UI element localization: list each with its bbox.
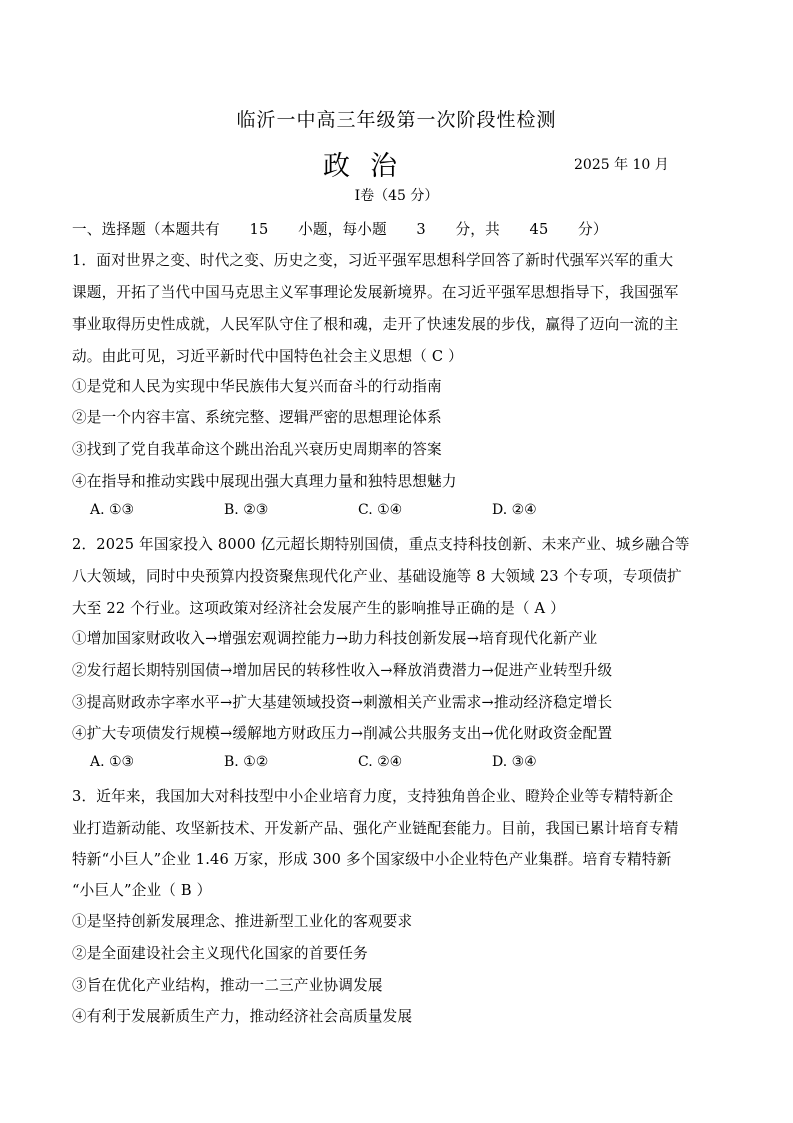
question-1-statement: ①是党和人民为实现中华民族伟大复兴而奋斗的行动指南 bbox=[72, 378, 442, 395]
question-2-statement: ③提高财政赤字率水平→扩大基建领域投资→刺激相关产业需求→推动经济稳定增长 bbox=[72, 694, 613, 711]
question-2-statement: ④扩大专项债发行规模→缓解地方财政压力→削减公共服务支出→优化财政资金配置 bbox=[72, 725, 613, 742]
option-c: C. ②④ bbox=[358, 754, 403, 770]
option-d: D. ③④ bbox=[492, 754, 537, 770]
question-3-stem-line: 业打造新动能、攻坚新技术、开发新产品、强化产业链配套能力。目前，我国已累计培育专精 bbox=[72, 820, 679, 837]
option-a: A. ①③ bbox=[90, 502, 135, 518]
section-heading: 一、选择题（本题共有 15 小题，每小题 3 分，共 45 分） bbox=[72, 221, 608, 238]
question-2-statement: ②发行超长期特别国债→增加居民的转移性收入→释放消费潜力→促进产业转型升级 bbox=[72, 662, 613, 679]
option-b: B. ②③ bbox=[224, 502, 269, 518]
exam-title: 临沂一中高三年级第一次阶段性检测 bbox=[236, 109, 557, 131]
question-1-stem-line: 事业取得历史性成就，人民军队守住了根和魂，走开了快速发展的步伐，赢得了迈向一流的主 bbox=[72, 316, 679, 333]
question-2-statement: ①增加国家财政收入→增强宏观调控能力→助力科技创新发展→培育现代化新产业 bbox=[72, 630, 598, 647]
subject-title: 政治 bbox=[323, 151, 417, 182]
question-3-stem-line: “小巨人”企业（ B ） bbox=[72, 882, 212, 899]
question-2-stem-line: 大至 22 个行业。这项政策对经济社会发展产生的影响推导正确的是（ A ） bbox=[72, 600, 565, 617]
question-3-stem-line: 特新“小巨人”企业 1.46 万家，形成 300 多个国家级中小企业特色产业集群。培育专精特新 bbox=[72, 851, 672, 868]
question-3-statement: ③旨在优化产业结构，推动一二三产业协调发展 bbox=[72, 977, 383, 994]
question-2-stem-line: 八大领域，同时中央预算内投资聚焦现代化产业、基础设施等 8 大领域 23 个专项，专项债扩 bbox=[72, 568, 682, 585]
question-1-stem-line: 1．面对世界之变、时代之变、历史之变，习近平强军思想科学回答了新时代强军兴军的重大 bbox=[72, 252, 674, 269]
option-a: A. ①③ bbox=[90, 754, 135, 770]
question-1-statement: ④在指导和推动实践中展现出强大真理力量和独特思想魅力 bbox=[72, 473, 457, 490]
question-1-statement: ②是一个内容丰富、系统完整、逻辑严密的思想理论体系 bbox=[72, 409, 442, 426]
question-2-options bbox=[90, 754, 626, 770]
question-3-statement: ①是坚持创新发展理念、推进新型工业化的客观要求 bbox=[72, 913, 413, 930]
question-1-statement: ③找到了党自我革命这个跳出治乱兴衰历史周期率的答案 bbox=[72, 441, 442, 458]
question-3-stem-line: 3．近年来，我国加大对科技型中小企业培育力度，支持独角兽企业、瞪羚企业等专精特新企 bbox=[72, 788, 674, 805]
volume-label: Ⅰ卷（45 分） bbox=[354, 188, 439, 204]
option-b: B. ①② bbox=[224, 754, 269, 770]
question-3-statement: ②是全面建设社会主义现代化国家的首要任务 bbox=[72, 945, 368, 962]
option-d: D. ②④ bbox=[492, 502, 537, 518]
question-1-options bbox=[90, 502, 626, 518]
option-c: C. ①④ bbox=[358, 502, 403, 518]
question-3-statement: ④有利于发展新质生产力，推动经济社会高质量发展 bbox=[72, 1008, 413, 1025]
exam-date: 2025 年 10 月 bbox=[574, 157, 669, 173]
question-1-stem-line: 课题，开拓了当代中国马克思主义军事理论发展新境界。在习近平强军思想指导下，我国强军 bbox=[72, 284, 679, 301]
question-1-stem-line: 动。由此可见，习近平新时代中国特色社会主义思想（ C ） bbox=[72, 348, 463, 365]
question-2-stem-line: 2．2025 年国家投入 8000 亿元超长期特别国债，重点支持科技创新、未来产业、城乡融合等 bbox=[72, 536, 690, 553]
